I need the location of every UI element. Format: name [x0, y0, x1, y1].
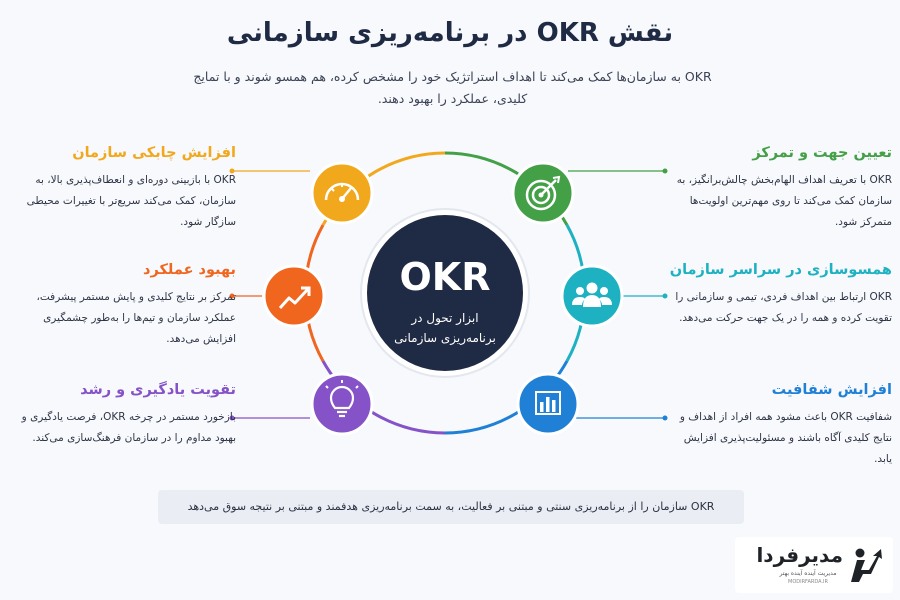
center-subtitle-line2: برنامه‌ریزی سازمانی: [394, 331, 496, 345]
logo-tagline: مدیریت آینده آینده بهتر: [779, 570, 837, 577]
block-text: OKR با بازبینی دوره‌ای و انعطاف‌پذیری بالا، به سازمان، کمک می‌کند سریع‌تر با تغییرات محیطی سازگار شود.: [26, 174, 236, 228]
block-title: بهبود عملکرد: [143, 262, 236, 278]
intro-text: OKR به سازمان‌ها کمک می‌کند تا اهداف استراتژیک خود را مشخص کرده، هم همسو شوند و با تمایج کلیدی، عملکرد را بهبود دهند.: [193, 69, 712, 106]
logo-domain: MODIRFARDA.IR: [788, 579, 828, 585]
block-text: شفافیت OKR باعث مشود همه افراد از اهداف و نتایج کلیدی آگاه باشند و مسئولیت‌پذیری افزایش یابد.: [679, 411, 892, 465]
block-text: OKR با تعریف اهداف الهام‌بخش چالش‌برانگیز، به سازمان کمک می‌کند تا روی مهم‌ترین اولویت‌ها متمرکز شود.: [676, 174, 892, 228]
center-label: OKR: [399, 255, 491, 299]
lightbulb-icon: [312, 374, 372, 434]
center-subtitle-line1: ابزار تحول در: [411, 311, 479, 325]
block-learning: [8, 382, 236, 449]
logo-name: مدیرفردا: [756, 543, 843, 567]
target-icon: [513, 163, 573, 223]
center-hub: [361, 209, 529, 377]
block-direction-focus: [664, 145, 892, 233]
page-title: نقش OKR در برنامه‌ریزی سازمانی: [226, 18, 674, 48]
speedometer-icon: [312, 163, 372, 223]
block-title: تقویت یادگیری و رشد: [80, 382, 236, 398]
team-icon: [562, 266, 622, 326]
block-text: تمرکز بر نتایج کلیدی و پایش مستمر پیشرفت، عملکرد سازمان و تیم‌ها را به‌طور چشمگیری افزایش می‌دهد.: [36, 291, 236, 345]
block-agility: [8, 145, 236, 233]
block-title: تعیین جهت و تمرکز: [752, 145, 892, 161]
block-title: افزایش چابکی سازمان: [72, 145, 236, 161]
block-performance: [8, 262, 236, 350]
block-text: بازخورد مستمر در چرخه OKR، فرصت یادگیری و بهبود مداوم را در سازمان فرهنگ‌سازی می‌کند.: [21, 411, 236, 444]
block-transparency: [664, 382, 892, 470]
chart-icon: [518, 374, 578, 434]
trend-up-icon: [264, 266, 324, 326]
block-text: OKR ارتباط بین اهداف فردی، تیمی و سازمانی را تقویت کرده و همه را در یک جهت حرکت می‌دهد.: [675, 291, 892, 324]
logo-icon: [847, 546, 885, 584]
footer-note: OKR سازمان را از برنامه‌ریزی سنتی و مبتنی بر فعالیت، به سمت برنامه‌ریزی هدفمند و مبتنی بر نتیجه سوق می‌دهد: [158, 490, 744, 524]
block-title: همسوسازی در سراسر سازمان: [669, 262, 892, 278]
block-alignment: [664, 262, 892, 329]
block-title: افزایش شفافیت: [771, 382, 892, 398]
brand-logo[interactable]: [735, 537, 893, 593]
